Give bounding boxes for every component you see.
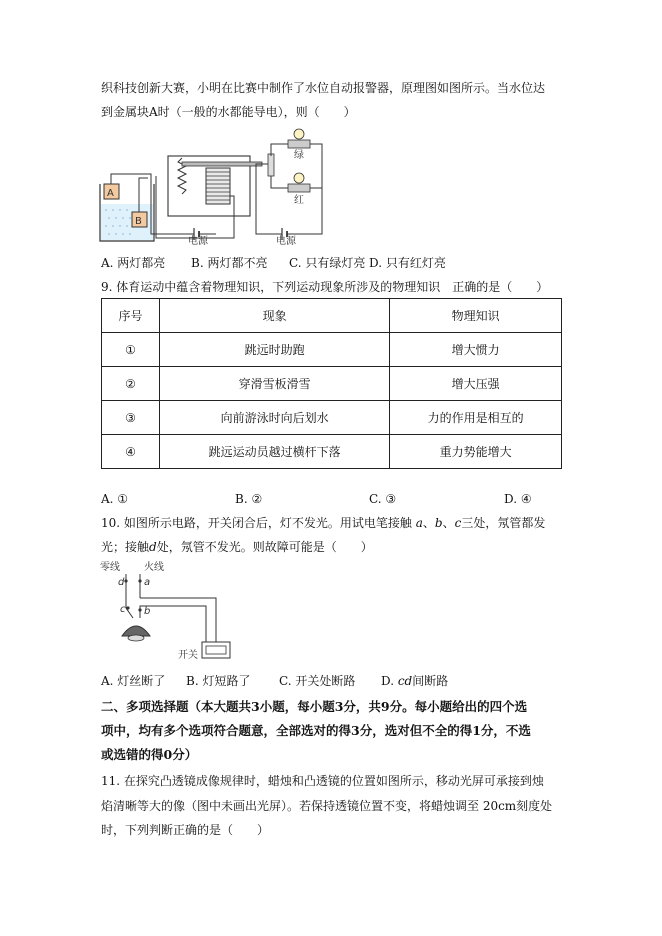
point-b-inline: b (434, 516, 443, 530)
q10-option-c[interactable]: C. 开关处断路 (279, 674, 356, 688)
point-c-inline: c (454, 516, 462, 530)
circuit-diagram (98, 560, 238, 666)
header-phenomenon: 现象 (159, 299, 389, 333)
q9-option-a[interactable]: A. ① (101, 492, 129, 506)
q8-option-d[interactable]: D. 只有红灯亮 (369, 256, 446, 270)
table-row (102, 333, 562, 367)
point-a (138, 579, 141, 582)
q10-stem-line1-tail: 三处，氖管都发 (461, 516, 546, 530)
row-phenomenon: 跳远运动员越过横杆下落 (159, 435, 389, 469)
q11-stem-line3: 时，下列判断正确的是（ ） (101, 823, 270, 837)
q8-stem-line1: 织科技创新大赛，小明在比赛中制作了水位自动报警器，原理图如图所示。当水位达 (101, 81, 546, 95)
q8-option-a[interactable]: A. 两灯都亮 (101, 256, 166, 270)
separator: 、 (442, 516, 455, 530)
table-header-row (102, 299, 562, 333)
point-a-label: a (144, 577, 151, 588)
q10-option-d[interactable] (381, 673, 448, 689)
q8-option-b[interactable]: B. 两灯都不亮 (191, 256, 268, 270)
point-d-label: d (118, 577, 125, 588)
point-b (138, 608, 141, 611)
point-a-inline: a (415, 516, 423, 530)
point-d (124, 579, 127, 582)
q9-stem: 9. 体育运动中蕴含着物理知识，下列运动现象所涉及的物理知识 正确的是（ ） (101, 280, 549, 294)
table-row (102, 401, 562, 435)
q9-option-b[interactable]: B. ② (235, 492, 263, 506)
power-label-1: 电源 (188, 236, 208, 247)
header-index: 序号 (102, 299, 160, 333)
row-index: ② (102, 367, 160, 401)
row-phenomenon: 穿滑雪板滑雪 (159, 367, 389, 401)
live-wire-label: 火线 (144, 562, 164, 573)
section2-heading-line3: 或选错的得0分） (101, 747, 198, 762)
water-alarm-diagram (96, 126, 328, 248)
q8-option-c[interactable]: C. 只有绿灯亮 (289, 256, 366, 270)
table-row (102, 435, 562, 469)
q10-stem-line2 (101, 539, 373, 555)
green-lamp-label: 绿 (294, 150, 304, 161)
row-physics: 力的作用是相互的 (390, 401, 562, 435)
q11-stem-line2: 焰清晰等大的像（图中未画出光屏）。若保持透镜位置不变，将蜡烛调至 20cm刻度处 (101, 799, 553, 813)
metal-block-a-label: A (107, 188, 114, 199)
q10-option-b[interactable]: B. 灯短路了 (186, 674, 251, 688)
q8-stem-line2: 到金属块A时（一般的水都能导电），则（ ） (101, 105, 356, 119)
point-b-label: b (144, 606, 151, 617)
q10-stem-line1-text: 10. 如图所示电路，开关闭合后，灯不发光。用试电笔接触 (101, 516, 416, 530)
q9-option-d[interactable]: D. ④ (504, 492, 532, 506)
relay-contact (268, 154, 274, 176)
point-d-inline: d (149, 540, 157, 554)
row-index: ④ (102, 435, 160, 469)
q10-option-d-suffix: 间断路 (412, 674, 449, 688)
red-lamp-label: 红 (294, 195, 304, 206)
row-phenomenon: 跳远时助跑 (159, 333, 389, 367)
table-row (102, 367, 562, 401)
q11-stem-line1: 11. 在探究凸透镜成像规律时，蜡烛和凸透镜的位置如图所示，移动光屏可承接到烛 (101, 774, 544, 788)
metal-block-b-label: B (135, 216, 142, 227)
red-lamp (288, 173, 310, 192)
separator: 、 (422, 516, 435, 530)
row-physics: 重力势能增大 (390, 435, 562, 469)
row-physics: 增大压强 (390, 367, 562, 401)
q10-stem-line1 (101, 515, 545, 531)
row-physics: 增大惯力 (390, 333, 562, 367)
section2-heading-line2: 项中，均有多个选项符合题意，全部选对的得3分，选对但不全的得1分，不选 (101, 723, 531, 738)
point-c-label: c (120, 604, 126, 615)
row-index: ③ (102, 401, 160, 435)
electromagnet-coil (206, 168, 230, 204)
switch-label: 开关 (178, 650, 198, 661)
header-physics: 物理知识 (390, 299, 562, 333)
neutral-wire-label: 零线 (100, 562, 120, 573)
power-label-2: 电源 (276, 236, 296, 247)
q10-option-d-prefix: D. (381, 674, 398, 688)
armature (182, 162, 262, 166)
q9-table (101, 298, 562, 469)
q10-stem-line2-tail: 处，氖管不发光。则故障可能是（ ） (156, 540, 373, 554)
lamp-icon (122, 626, 150, 641)
row-phenomenon: 向前游泳时向后划水 (159, 401, 389, 435)
green-lamp (288, 129, 310, 148)
q10-stem-line2-text: 光；接触 (101, 540, 150, 554)
q10-option-a[interactable]: A. 灯丝断了 (101, 674, 166, 688)
row-index: ① (102, 333, 160, 367)
point-c (126, 606, 129, 609)
q9-option-c[interactable]: C. ③ (369, 492, 397, 506)
section2-heading-line1: 二、多项选择题（本大题共3小题，每小题3分，共9分。每小题给出的四个选 (101, 699, 528, 714)
q10-option-d-italic: cd (397, 674, 413, 688)
